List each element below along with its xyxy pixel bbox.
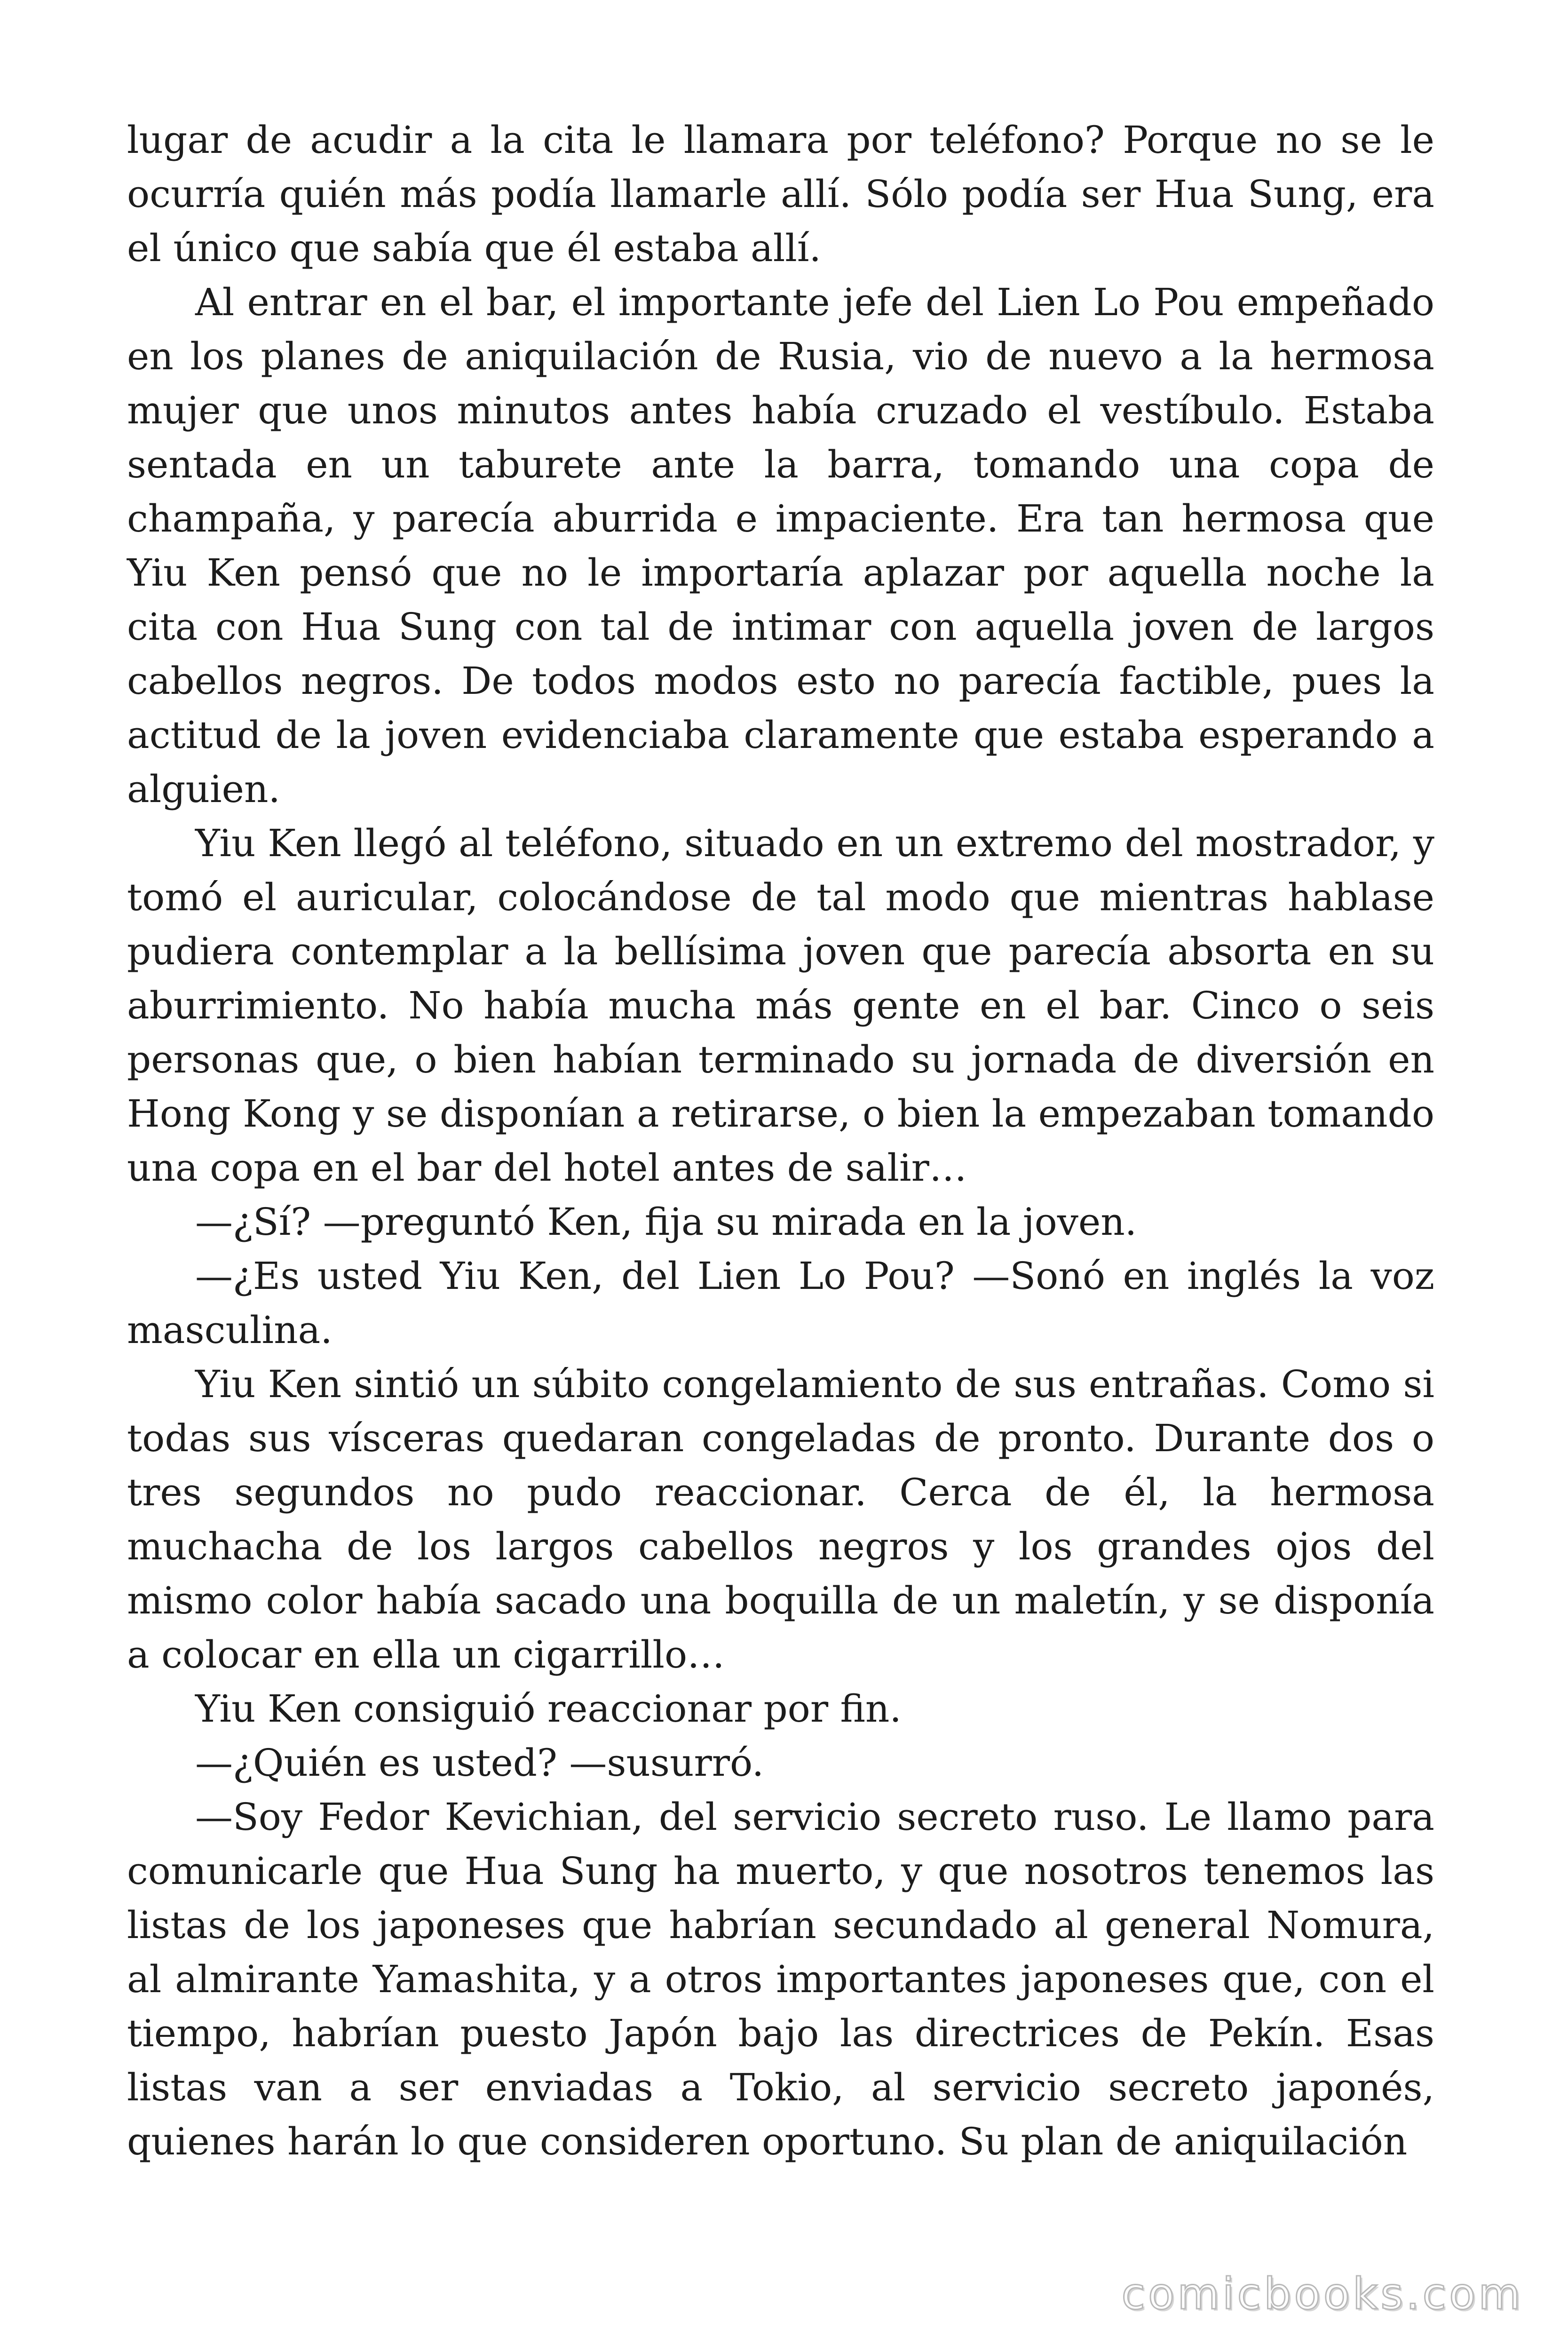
paragraph: Al entrar en el bar, el importante jefe del Lien Lo Pou empeñado en los planes de aniquilación de Rusia, vio de nuevo a la hermosa mujer que unos minutos antes había cruzado el vestíbulo. Estaba sentada en un taburete ante la barra, tomando una copa de champaña, y parecía aburrida e impaciente. Era tan hermosa que Yiu Ken pensó que no le importaría aplazar por aquella noche la cita con Hua Sung con tal de intimar con aquella joven de largos cabellos negros. De todos modos esto no parecía factible, pues la actitud de la joven evidenciaba claramente que estaba esperando a alguien.	[127, 280, 1434, 811]
paragraph: Yiu Ken sintió un súbito congelamiento de sus entrañas. Como si todas sus vísceras quedaran congeladas de pronto. Durante dos o tres segundos no pudo reaccionar. Cerca de él, la hermosa muchacha de los largos cabellos negros y los grandes ojos del mismo color había sacado una boquilla de un maletín, y se disponía a colocar en ella un cigarrillo…	[127, 1362, 1434, 1677]
page-text	[127, 113, 1434, 2169]
dialogue-line: —¿Es usted Yiu Ken, del Lien Lo Pou? —Sonó en inglés la voz masculina.	[127, 1254, 1434, 1352]
dialogue-line: —Soy Fedor Kevichian, del servicio secreto ruso. Le llamo para comunicarle que Hua Sung ha muerto, y que nosotros tenemos las listas de los japoneses que habrían secundado al general Nomura, al almirante Yamashita, y a otros importantes japoneses que, con el tiempo, habrían puesto Japón bajo las directrices de Pekín. Esas listas van a ser enviadas a Tokio, al servicio secreto japonés, quienes harán lo que consideren oportuno. Su plan de aniquilación	[127, 1795, 1434, 2163]
paragraph: Yiu Ken consiguió reaccionar por fin.	[195, 1687, 902, 1731]
dialogue-line: —¿Sí? —preguntó Ken, fija su mirada en la joven.	[195, 1200, 1137, 1244]
watermark-logo: comicbooks.com	[1121, 2269, 1523, 2319]
dialogue-line: —¿Quién es usted? —susurró.	[195, 1741, 764, 1785]
paragraph: Yiu Ken llegó al teléfono, situado en un extremo del mostrador, y tomó el auricular, colocándose de tal modo que mientras hablase pudiera contemplar a la bellísima joven que parecía absorta en su aburrimiento. No había mucha más gente en el bar. Cinco o seis personas que, o bien habían terminado su jornada de diversión en Hong Kong y se disponían a retirarse, o bien la empezaban tomando una copa en el bar del hotel antes de salir…	[127, 821, 1434, 1190]
paragraph: lugar de acudir a la cita le llamara por teléfono? Porque no se le ocurría quién más podía llamarle allí. Sólo podía ser Hua Sung, era el único que sabía que él estaba allí.	[127, 118, 1434, 270]
